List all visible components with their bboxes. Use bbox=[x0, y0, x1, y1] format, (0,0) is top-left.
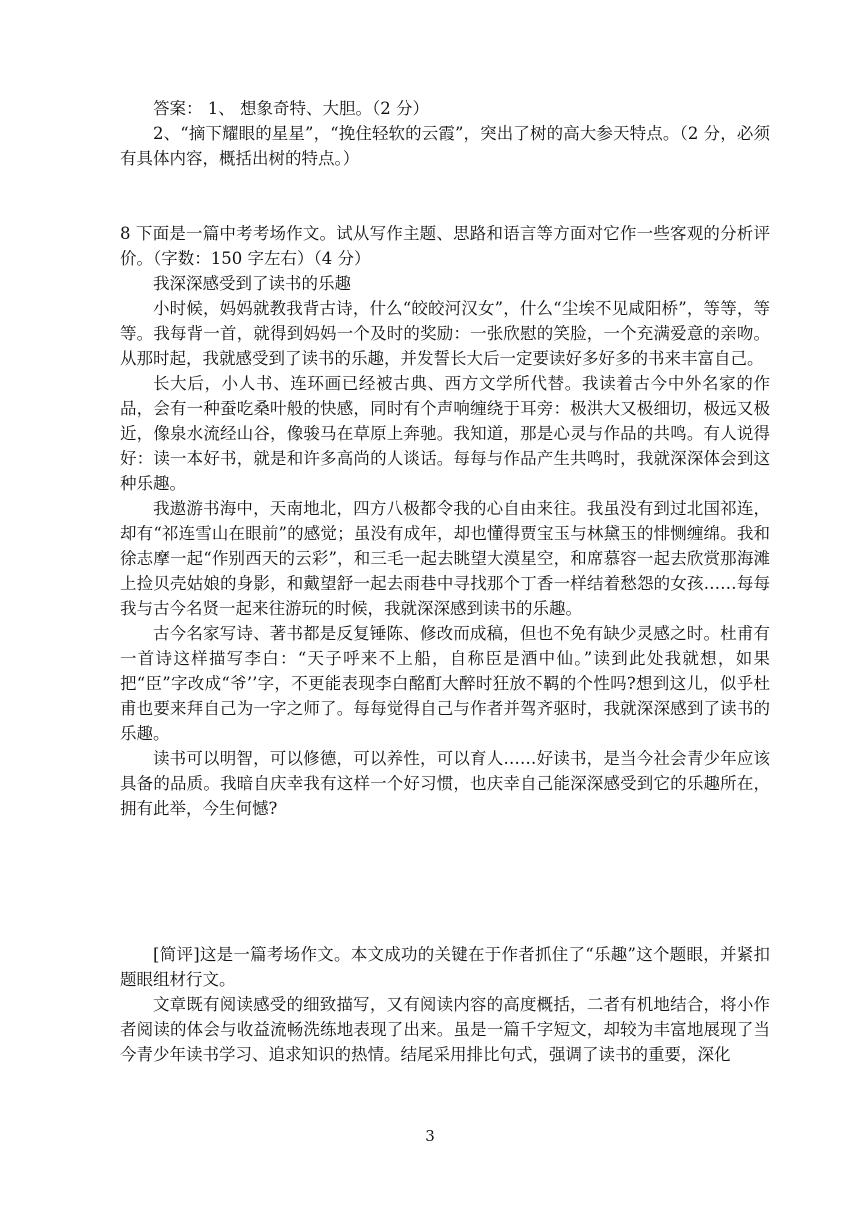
essay-paragraph: 读书可以明智，可以修德，可以养性，可以育人……好读书，是当今社会青少年应该具备的品质。我暗自庆幸我有这样一个好习惯，也庆幸自己能深深感受到它的乐趣所在，拥有此举，今生何憾? bbox=[120, 749, 770, 818]
answer-line-2: 2、“摘下耀眼的星星”，“挽住轻软的云霞”，突出了树的高大参天特点。（2 分，必须有具体内容，概括出树的特点。） bbox=[120, 124, 770, 168]
essay-paragraph: 古今名家写诗、著书都是反复锤陈、修改而成稿，但也不免有缺少灵感之时。杜甫有一首诗这样描写李白：“天子呼来不上船，自称臣是酒中仙。”读到此处我就想，如果把“臣”字改成“爷’’字，不更能表现李白酩酊大醉时狂放不羁的个性吗?想到这儿，似乎杜甫也要来拜自己为一字之师了。每每觉得自己与作者并驾齐驱时，我就深深感到了读书的乐趣。 bbox=[120, 624, 770, 743]
spacer bbox=[120, 196, 770, 221]
spacer bbox=[120, 821, 770, 942]
spacer bbox=[120, 171, 770, 196]
review-paragraph: [简评]这是一篇考场作文。本文成功的关键在于作者抓住了“乐趣”这个题眼，并紧扣题眼组材行文。 bbox=[120, 945, 770, 989]
essay-paragraph: 小时候，妈妈就教我背古诗，什么“皎皎河汉女”，什么“尘埃不见咸阳桥”，等等，等等。我每背一首，就得到妈妈一个及时的奖励：一张欣慰的笑脸，一个充满爱意的亲吻。从那时起，我就感受到了读书的乐趣，并发誓长大后一定要读好多好多的书来丰富自己。 bbox=[120, 299, 770, 368]
page-number: 3 bbox=[425, 1127, 435, 1145]
essay-title: 我深深感受到了读书的乐趣 bbox=[153, 274, 351, 293]
answer-line-1: 答案： 1、 想象奇特、大胆。（2 分） bbox=[153, 99, 429, 118]
essay-paragraph: 长大后，小人书、连环画已经被古典、西方文学所代替。我读着古今中外名家的作品，会有一种蚕吃桑叶般的快感，同时有个声响缠绕于耳旁：极洪大又极细切，极远又极近，像泉水流经山谷，像骏马在草原上奔驰。我知道，那是心灵与作品的共鸣。有人说得好：读一本好书，就是和许多高尚的人谈话。每每与作品产生共鸣时，我就深深体会到这种乐趣。 bbox=[120, 374, 770, 493]
essay-paragraph: 我遨游书海中，天南地北，四方八极都令我的心自由来往。我虽没有到过北国祁连，却有“祁连雪山在眼前”的感觉；虽没有成年，却也懂得贾宝玉与林黛玉的悱恻缠绵。我和徐志摩一起“作别西天的云彩”，和三毛一起去眺望大漠星空，和席慕容一起去欣赏那海滩上捡贝壳姑娘的身影，和戴望舒一起去雨巷中寻找那个丁香一样结着愁怨的女孩……每每我与古今名贤一起来往游玩的时候，我就深深感到读书的乐趣。 bbox=[120, 499, 770, 618]
question-prompt: 8 下面是一篇中考考场作文。试从写作主题、思路和语言等方面对它作一些客观的分析评价。（字数：150 字左右）（4 分） bbox=[120, 224, 770, 268]
review-paragraph: 文章既有阅读感受的细致描写，又有阅读内容的高度概括，二者有机地结合，将小作者阅读的体会与收益流畅洗练地表现了出来。虽是一篇千字短文，却较为丰富地展现了当今青少年读书学习、追求知识的热情。结尾采用排比句式，强调了读书的重要，深化 bbox=[120, 995, 770, 1064]
document-body bbox=[120, 96, 770, 1067]
